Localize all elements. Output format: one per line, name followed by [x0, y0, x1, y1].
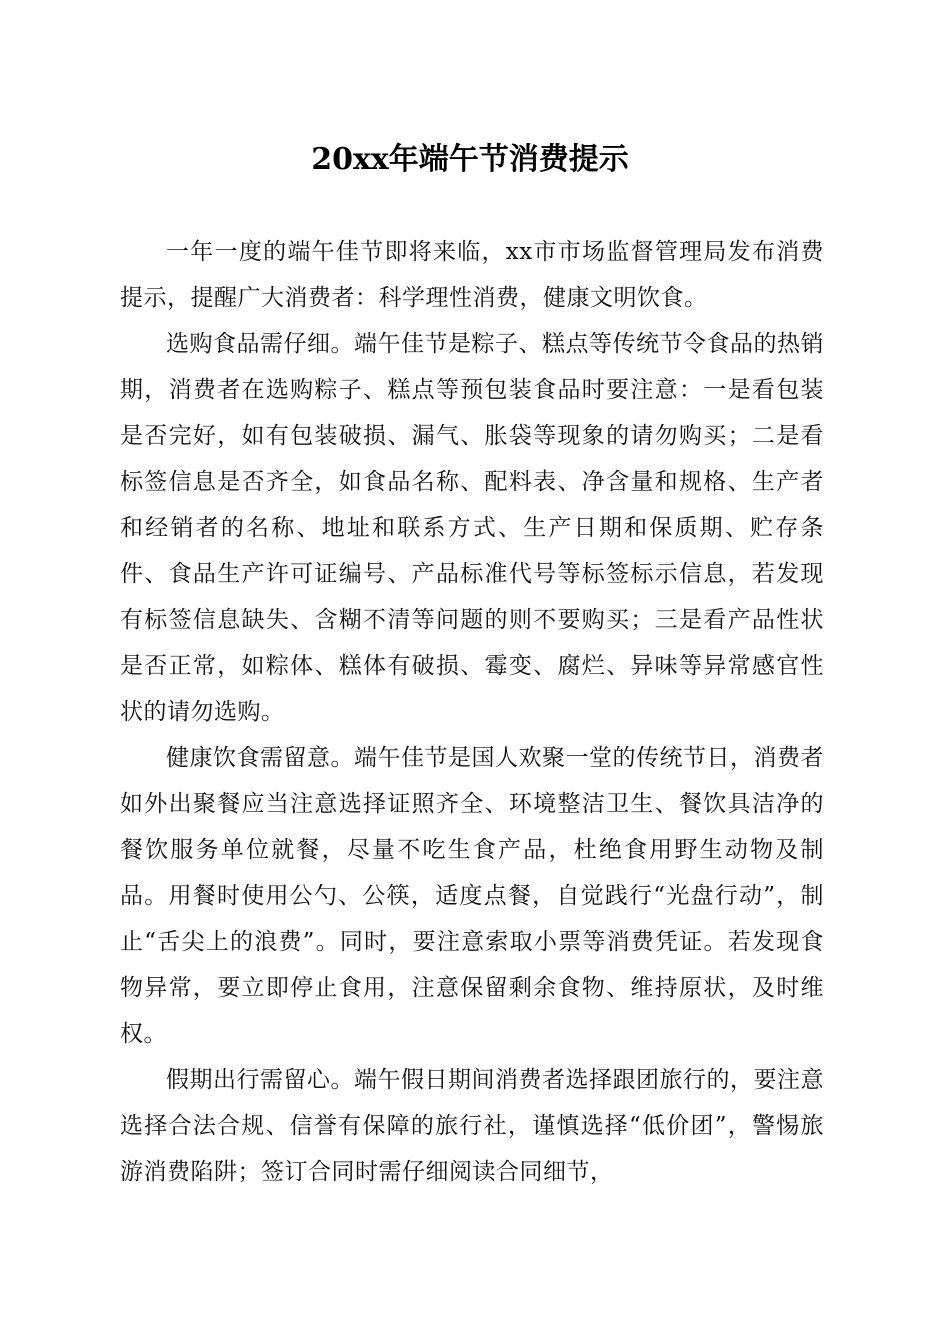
paragraph-healthy-eating: 健康饮食需留意。端午佳节是国人欢聚一堂的传统节日，消费者如外出聚餐应当注意选择证照齐全、环境整洁卫生、餐饮具洁净的餐饮服务单位就餐，尽量不吃生食产品，杜绝食用野生动物及制品。用餐时使用公勺、公筷，适度点餐，自觉践行“光盘行动”，制止“舌尖上的浪费”。同时，要注意索取小票等消费凭证。若发现食物异常，要立即停止食用，注意保留剩余食物、维持原状，及时维权。	[120, 745, 824, 1047]
document-title: 20xx年端午节消费提示	[311, 142, 629, 177]
paragraph-holiday-travel: 假期出行需留心。端午假日期间消费者选择跟团旅行的，要注意选择合法合规、信誉有保障的旅行社，谨慎选择“低价团”，警惕旅游消费陷阱；签订合同时需仔细阅读合同细节，	[120, 1067, 824, 1185]
paragraph-intro: 一年一度的端午佳节即将来临，xx市市场监督管理局发布消费提示，提醒广大消费者：科学理性消费，健康文明饮食。	[120, 239, 824, 311]
document-body	[120, 229, 824, 1195]
paragraph-food-selection: 选购食品需仔细。端午佳节是粽子、糕点等传统节令食品的热销期，消费者在选购粽子、糕点等预包装食品时要注意：一是看包装是否完好，如有包装破损、漏气、胀袋等现象的请勿购买；二是看标签信息是否齐全，如食品名称、配料表、净含量和规格、生产者和经销者的名称、地址和联系方式、生产日期和保质期、贮存条件、食品生产许可证编号、产品标准代号等标签标示信息，若发现有标签信息缺失、含糊不清等问题的则不要购买；三是看产品性状是否正常，如粽体、糕体有破损、霉变、腐烂、异味等异常感官性状的请勿选购。	[120, 331, 824, 725]
